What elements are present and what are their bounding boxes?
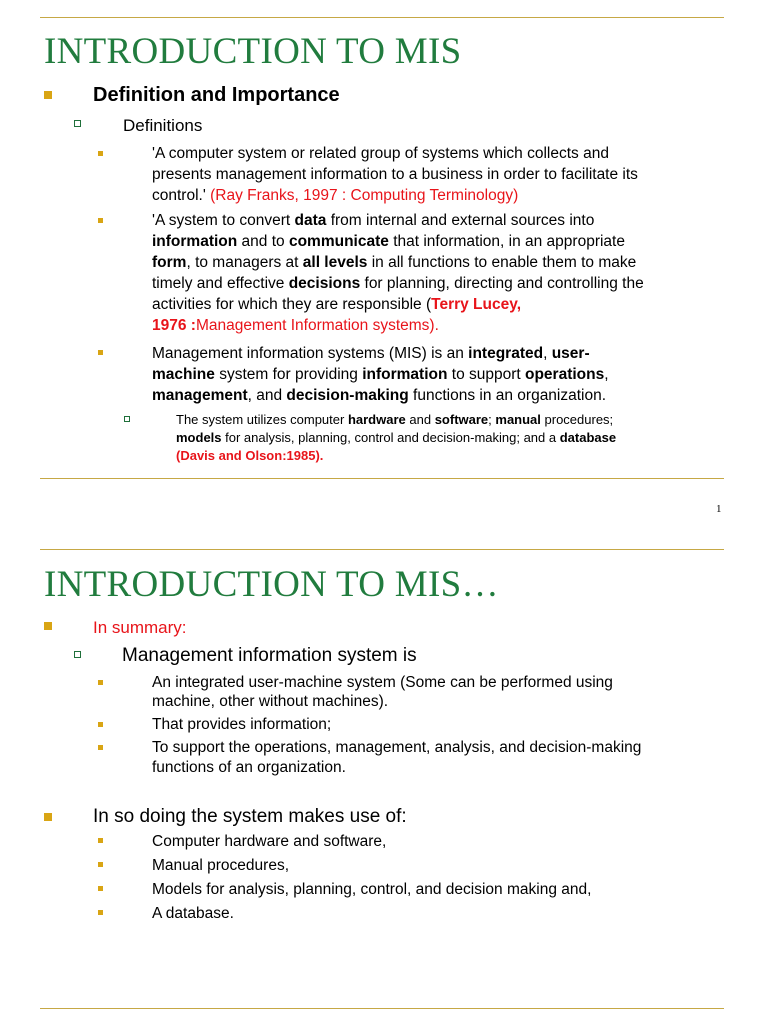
bullet-small-icon — [98, 745, 103, 750]
text: in all functions to enable them to make — [367, 254, 637, 271]
text: and to — [237, 233, 289, 250]
bullet-small-icon — [98, 886, 103, 891]
hollow-bullet-icon — [74, 651, 81, 658]
uses-item: Models for analysis, planning, control, and decision making and, — [152, 881, 592, 898]
keyword-operations: operations — [525, 366, 605, 383]
note-line-2 — [176, 429, 616, 447]
summary-point-3 — [152, 738, 641, 778]
citation-ray-franks: (Ray Franks, 1997 : Computing Terminology) — [210, 187, 519, 204]
keyword-hardware: hardware — [347, 412, 406, 427]
keyword-models: models — [176, 430, 222, 445]
bottom-rule — [40, 478, 724, 479]
keyword-database: database — [559, 430, 617, 445]
summary-point-2 — [152, 714, 331, 735]
uses-item: Manual procedures, — [152, 857, 289, 874]
citation-year: 1976 : — [152, 317, 196, 334]
text: and — [405, 412, 435, 427]
definitions-subheading: Definitions — [123, 116, 203, 135]
text: activities for which they are responsible ( — [152, 296, 432, 313]
text: to support — [447, 366, 525, 383]
text: for planning, directing and controlling the — [360, 275, 644, 292]
definition-1-line-2: presents management information to a business in order to facilitate its — [152, 166, 638, 183]
hollow-bullet-icon — [74, 120, 81, 127]
bullet-small-icon — [98, 680, 103, 685]
definition-3-line-1 — [152, 343, 609, 364]
definition-3-line-3 — [152, 385, 609, 406]
note-line-1 — [176, 411, 616, 429]
definition-1-text-end: control.' — [152, 187, 206, 204]
citation-title: Management Information systems). — [195, 317, 439, 334]
definition-2-line-4 — [152, 273, 644, 294]
text: , to managers at — [186, 254, 303, 271]
text: , — [543, 345, 552, 362]
keyword-user: user- — [551, 345, 590, 362]
keyword-all-levels: all levels — [302, 254, 368, 271]
bullet-small-icon — [98, 151, 103, 156]
bullet-small-icon — [98, 910, 103, 915]
uses-item: A database. — [152, 905, 234, 922]
definition-2-line-5 — [152, 294, 644, 315]
text: functions in an organization. — [408, 387, 607, 404]
section-heading: Definition and Importance — [93, 84, 340, 106]
page-number: 1 — [716, 503, 722, 515]
point-line: machine, other without machines). — [152, 693, 389, 710]
keyword-decision-making: decision-making — [286, 387, 409, 404]
definition-3 — [152, 343, 609, 406]
text: procedures; — [540, 412, 614, 427]
definition-3-line-2 — [152, 364, 609, 385]
bullet-small-icon — [98, 862, 103, 867]
text: The system utilizes computer — [176, 412, 348, 427]
keyword-decisions: decisions — [288, 275, 361, 292]
summary-point-1 — [152, 673, 613, 711]
text: timely and effective — [152, 275, 289, 292]
text: Management information systems (MIS) is an — [152, 345, 469, 362]
point-line: That provides information; — [152, 716, 332, 733]
definition-2-line-2 — [152, 231, 644, 252]
citation-terry-lucey: Terry Lucey, — [431, 296, 522, 313]
summary-label: In summary: — [93, 618, 187, 637]
bullet-small-icon — [98, 838, 103, 843]
definition-1-line-3 — [152, 185, 638, 206]
point-line: To support the operations, management, analysis, and decision-making — [152, 739, 642, 756]
definition-2-line-3 — [152, 252, 644, 273]
keyword-integrated: integrated — [468, 345, 544, 362]
keyword-information: information — [152, 233, 238, 250]
keyword-machine: machine — [152, 366, 215, 383]
keyword-software: software — [434, 412, 489, 427]
note-line-3 — [176, 447, 616, 465]
uses-label: In so doing the system makes use of: — [93, 806, 407, 827]
top-rule — [40, 549, 724, 550]
text: from internal and external sources into — [326, 212, 595, 229]
text: system for providing — [214, 366, 363, 383]
point-line: functions of an organization. — [152, 759, 346, 776]
uses-item: Computer hardware and software, — [152, 833, 387, 850]
bullet-small-icon — [98, 218, 103, 223]
keyword-information: information — [362, 366, 448, 383]
mis-is-heading: Management information system is — [122, 645, 417, 666]
system-utilizes-note — [176, 411, 616, 465]
bottom-rule — [40, 1008, 724, 1009]
text: ; — [488, 412, 496, 427]
definition-1 — [152, 143, 638, 206]
hollow-bullet-small-icon — [124, 416, 130, 422]
citation-davis-olson: (Davis and Olson:1985). — [176, 448, 324, 463]
bullet-square-icon — [44, 622, 52, 630]
text: , — [604, 366, 609, 383]
slide-title: INTRODUCTION TO MIS… — [44, 564, 499, 605]
bullet-square-icon — [44, 91, 52, 99]
definition-2-line-6 — [152, 315, 644, 336]
keyword-manual: manual — [495, 412, 541, 427]
slide-title: INTRODUCTION TO MIS — [44, 31, 462, 72]
text: , and — [247, 387, 287, 404]
point-line: An integrated user-machine system (Some can be performed using — [152, 674, 613, 691]
top-rule — [40, 17, 724, 18]
text: that information, in an appropriate — [388, 233, 625, 250]
keyword-management: management — [152, 387, 248, 404]
keyword-form: form — [152, 254, 187, 271]
bullet-small-icon — [98, 722, 103, 727]
text: 'A system to convert — [152, 212, 295, 229]
definition-2-line-1 — [152, 210, 644, 231]
definition-1-line-1: 'A computer system or related group of systems which collects and — [152, 145, 609, 162]
bullet-square-icon — [44, 813, 52, 821]
definition-2 — [152, 210, 644, 336]
bullet-small-icon — [98, 350, 103, 355]
text: for analysis, planning, control and decision-making; and a — [221, 430, 560, 445]
keyword-data: data — [294, 212, 327, 229]
keyword-communicate: communicate — [288, 233, 389, 250]
